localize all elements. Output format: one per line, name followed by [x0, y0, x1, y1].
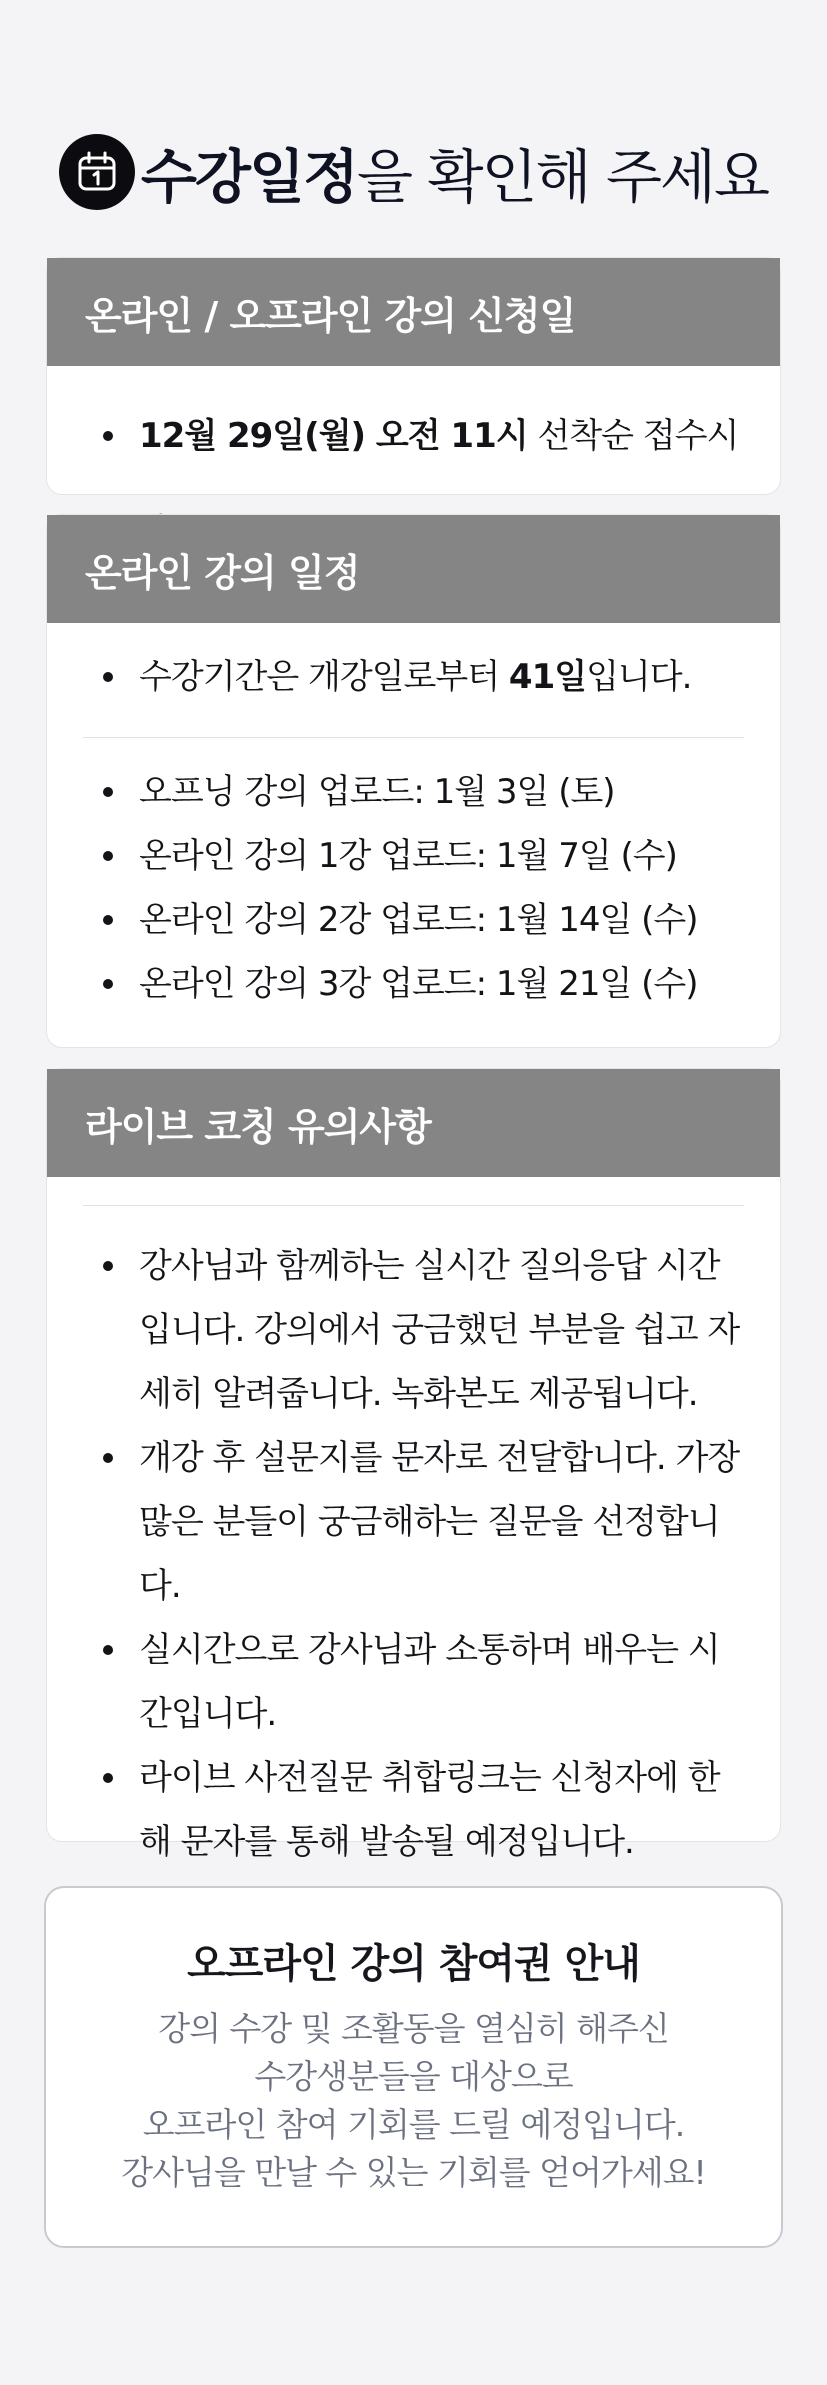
schedule-item: 오프닝 강의 업로드: 1월 3일 (토) [83, 760, 744, 824]
online-schedule-heading: 온라인 강의 일정 [47, 515, 780, 623]
registration-heading: 온라인 / 오프라인 강의 신청일 [47, 258, 780, 366]
live-coaching-heading: 라이브 코칭 유의사항 [47, 1069, 780, 1177]
coaching-note-item: 실시간으로 강사님과 소통하며 배우는 시간입니다. [83, 1618, 744, 1746]
course-period-suffix: 입니다. [586, 657, 692, 697]
registration-card [46, 257, 781, 495]
offline-notice-line: 강의 수강 및 조활동을 열심히 해주신 [158, 2009, 669, 2048]
coaching-note-item: 강사님과 함께하는 실시간 질의응답 시간 입니다. 강의에서 궁금했던 부분을 쉽고 자세히 알려줍니다. 녹화본도 제공됩니다. [83, 1234, 744, 1426]
calendar-icon [59, 134, 135, 210]
schedule-item: 온라인 강의 3강 업로드: 1월 21일 (수) [83, 952, 744, 1016]
page-title-bold: 수강일정 [140, 143, 358, 211]
online-schedule-card [46, 514, 781, 1048]
page-title-rest: 을 확인해 주세요 [357, 143, 769, 211]
offline-notice-title: 오프라인 강의 참여권 안내 [187, 1941, 640, 1987]
page-header [0, 130, 827, 214]
schedule-item: 온라인 강의 2강 업로드: 1월 14일 (수) [83, 888, 744, 952]
offline-notice-line: 수강생분들을 대상으로 [254, 2057, 573, 2096]
course-period-prefix: 수강기간은 개강일로부터 [139, 657, 509, 697]
divider [83, 1205, 744, 1206]
live-coaching-card [46, 1068, 781, 1862]
registration-note: 선착순 접수시 [537, 416, 739, 456]
course-period-item [83, 645, 744, 709]
offline-notice-box [44, 1886, 783, 2248]
registration-date: 12월 29일(월) 오전 11시 [139, 416, 528, 456]
offline-notice-line: 강사님을 만날 수 있는 기회를 얻어가세요! [121, 2153, 706, 2192]
offline-notice-line: 오프라인 참여 기회를 드릴 예정입니다. [142, 2105, 685, 2144]
coaching-note-item: 개강 후 설문지를 문자로 전달합니다. 가장 많은 분들이 궁금해하는 질문을 선정합니다. [83, 1426, 744, 1618]
page-title [141, 130, 768, 214]
coaching-note-item: 라이브 사전질문 취합링크는 신청자에 한해 문자를 통해 발송될 예정입니다. [83, 1746, 744, 1874]
schedule-item: 온라인 강의 1강 업로드: 1월 7일 (수) [83, 824, 744, 888]
course-period-days: 41일 [508, 657, 587, 697]
